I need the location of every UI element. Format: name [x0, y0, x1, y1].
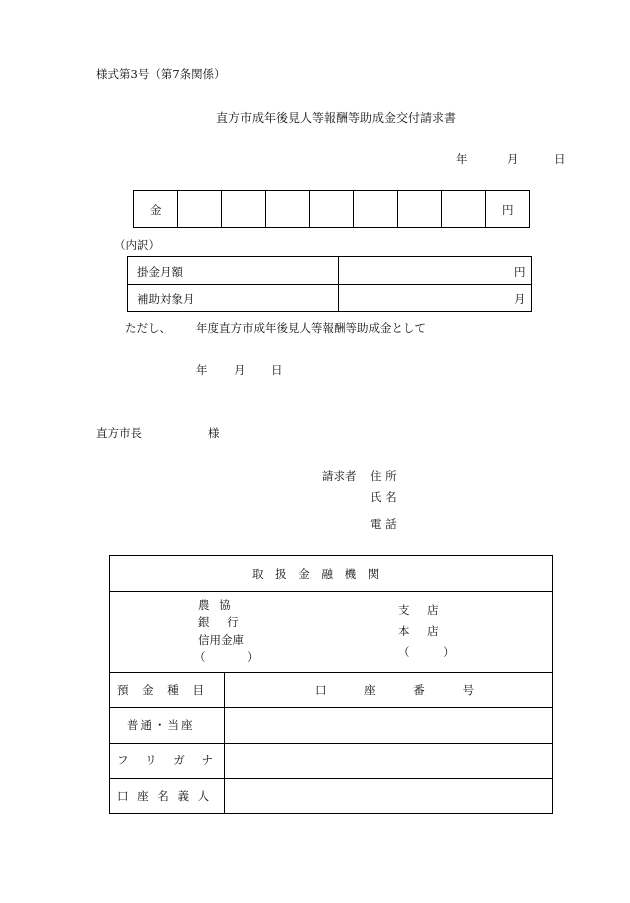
sign-date-month: 月 — [234, 363, 246, 377]
account-number-label: 口 座 番 号 — [315, 683, 474, 697]
amount-digit-cell[interactable] — [309, 190, 354, 228]
date-year: 年 — [456, 152, 468, 166]
amount-label: 金 — [150, 203, 162, 217]
deposit-type-label: 預 金 種 目 — [117, 683, 204, 697]
account-holder-label: 口 座 名 義 人 — [117, 789, 210, 803]
claimant-address-label: 住 所 — [370, 469, 397, 483]
claimant-phone-label: 電 話 — [370, 517, 397, 531]
form-title: 直方市成年後見人等報酬等助成金交付請求書 — [216, 111, 457, 125]
sign-date-day: 日 — [271, 363, 283, 377]
institution-type-other: （ ） — [194, 650, 259, 664]
amount-digit-cell[interactable] — [221, 190, 266, 228]
institution-type-shinkin: 信用金庫 — [198, 633, 244, 647]
breakdown-row-label: 掛金月額 — [137, 265, 183, 279]
account-type-value: 普通・当座 — [127, 718, 195, 732]
breakdown-row-unit: 円 — [514, 265, 526, 279]
amount-digit-cell[interactable] — [441, 190, 486, 228]
amount-digit-cell[interactable] — [177, 190, 222, 228]
furigana-label: フ リ ガ ナ — [117, 753, 213, 767]
branch-type-honten: 本 店 — [398, 624, 439, 638]
breakdown-row-label: 補助対象月 — [137, 292, 195, 306]
proviso-text: 年度直方市成年後見人等報酬等助成金として — [196, 321, 426, 335]
bank-header: 取 扱 金 融 機 関 — [252, 567, 380, 581]
amount-digit-cell[interactable] — [353, 190, 398, 228]
institution-type-noukyou: 農 協 — [198, 598, 231, 612]
breakdown-heading: （内訳） — [114, 238, 160, 252]
addressee-honorific: 様 — [208, 426, 220, 440]
branch-type-other: （ ） — [398, 645, 455, 659]
institution-type-bank: 銀 行 — [198, 615, 239, 629]
amount-digit-cell[interactable] — [397, 190, 442, 228]
form-number: 様式第3号（第7条関係） — [96, 67, 226, 81]
date-day: 日 — [554, 152, 566, 166]
breakdown-row-unit: 月 — [514, 292, 526, 306]
branch-type-shiten: 支 店 — [398, 603, 439, 617]
sign-date-year: 年 — [196, 363, 208, 377]
addressee-name: 直方市長 — [96, 426, 142, 440]
amount-unit: 円 — [502, 203, 514, 217]
proviso-prefix: ただし、 — [125, 321, 171, 335]
claimant-label: 請求者 — [322, 469, 357, 483]
claimant-name-label: 氏 名 — [370, 490, 397, 504]
date-month: 月 — [507, 152, 519, 166]
amount-digit-cell[interactable] — [265, 190, 310, 228]
